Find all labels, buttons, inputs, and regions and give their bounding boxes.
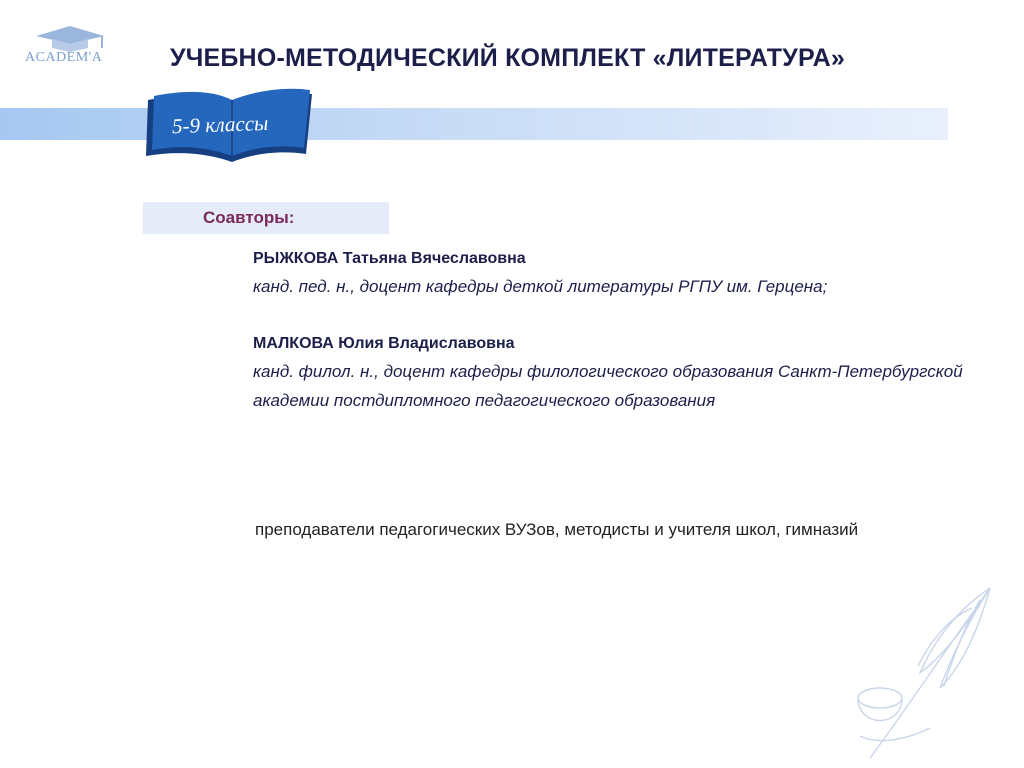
audience-text: преподаватели педагогических ВУЗов, методисты и учителя школ, гимназий: [255, 520, 859, 539]
quill-feather-icon: [840, 578, 1000, 768]
coauthors-label-box: [143, 202, 389, 234]
author-name: РЫЖКОВА Татьяна Вячеславовна: [253, 250, 526, 267]
author-description: канд. филол. н., доцент кафедры филологического образования Санкт-Петербургской академии постдипломного педагогического образования: [253, 362, 963, 410]
authors-list: [253, 246, 993, 415]
academia-logo: [22, 22, 118, 70]
page-title: УЧЕБНО-МЕТОДИЧЕСКИЙ КОМПЛЕКТ «ЛИТЕРАТУРА»: [170, 44, 845, 72]
grade-badge: 5-9 классы: [171, 110, 269, 139]
coauthors-label: Соавторы:: [203, 208, 295, 227]
author-name: МАЛКОВА Юлия Владиславовна: [253, 335, 515, 352]
author-item: [253, 246, 993, 301]
author-item: [253, 331, 993, 415]
logo-text: ACADEM'A: [25, 50, 103, 65]
mortarboard-icon: [22, 22, 118, 52]
author-description: канд. пед. н., доцент кафедры деткой литературы РГПУ им. Герцена;: [253, 277, 828, 296]
